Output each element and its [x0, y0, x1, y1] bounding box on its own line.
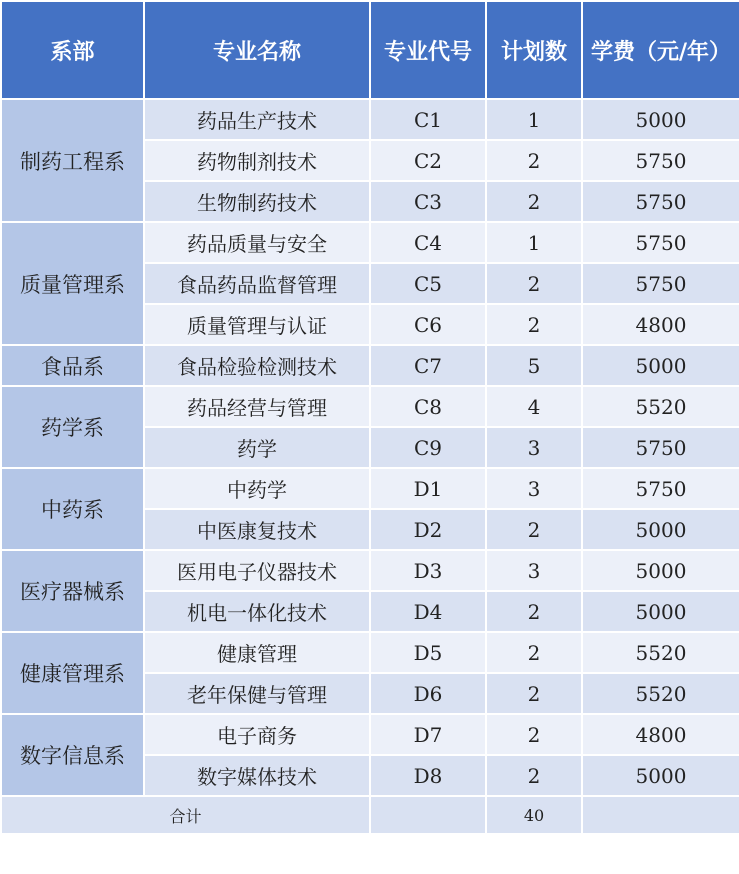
- tuition-fee-cell: 5750: [582, 140, 739, 181]
- major-name-cell: 食品药品监督管理: [144, 263, 370, 304]
- tuition-fee-cell: 5750: [582, 181, 739, 222]
- major-name-cell: 电子商务: [144, 714, 370, 755]
- tuition-fee-cell: 5000: [582, 99, 739, 140]
- tuition-fee-cell: 5000: [582, 509, 739, 550]
- major-code-cell: D4: [370, 591, 486, 632]
- tuition-fee-cell: 5520: [582, 632, 739, 673]
- major-name-cell: 药品经营与管理: [144, 386, 370, 427]
- header-major: 专业名称: [144, 1, 370, 99]
- major-name-cell: 质量管理与认证: [144, 304, 370, 345]
- major-name-cell: 医用电子仪器技术: [144, 550, 370, 591]
- tuition-fee-cell: 5000: [582, 591, 739, 632]
- tuition-fee-cell: 5750: [582, 263, 739, 304]
- plan-count-cell: 1: [486, 99, 582, 140]
- table-body: [1, 99, 739, 796]
- plan-count-cell: 2: [486, 263, 582, 304]
- table-row: [1, 345, 739, 386]
- plan-count-cell: 4: [486, 386, 582, 427]
- plan-count-cell: 2: [486, 140, 582, 181]
- major-code-cell: C6: [370, 304, 486, 345]
- major-code-cell: C8: [370, 386, 486, 427]
- tuition-fee-cell: 5000: [582, 345, 739, 386]
- plan-count-cell: 2: [486, 591, 582, 632]
- major-name-cell: 药品生产技术: [144, 99, 370, 140]
- tuition-fee-cell: 5520: [582, 386, 739, 427]
- department-cell: 质量管理系: [1, 222, 144, 345]
- plan-count-cell: 2: [486, 509, 582, 550]
- header-dept: 系部: [1, 1, 144, 99]
- total-row: [1, 796, 739, 834]
- major-code-cell: D6: [370, 673, 486, 714]
- plan-count-cell: 2: [486, 755, 582, 796]
- tuition-fee-cell: 4800: [582, 714, 739, 755]
- table-row: [1, 386, 739, 427]
- department-cell: 中药系: [1, 468, 144, 550]
- department-cell: 药学系: [1, 386, 144, 468]
- total-label: 合计: [1, 796, 370, 834]
- department-cell: 食品系: [1, 345, 144, 386]
- major-code-cell: D7: [370, 714, 486, 755]
- major-code-cell: C7: [370, 345, 486, 386]
- plan-count-cell: 3: [486, 427, 582, 468]
- major-name-cell: 生物制药技术: [144, 181, 370, 222]
- major-code-cell: C1: [370, 99, 486, 140]
- department-cell: 医疗器械系: [1, 550, 144, 632]
- department-cell: 制药工程系: [1, 99, 144, 222]
- table-row: [1, 222, 739, 263]
- table-row: [1, 632, 739, 673]
- major-name-cell: 中医康复技术: [144, 509, 370, 550]
- header-plan: 计划数: [486, 1, 582, 99]
- tuition-fee-cell: 4800: [582, 304, 739, 345]
- plan-count-cell: 2: [486, 181, 582, 222]
- department-cell: 数字信息系: [1, 714, 144, 796]
- tuition-fee-cell: 5750: [582, 468, 739, 509]
- total-code-empty: [370, 796, 486, 834]
- major-code-cell: C5: [370, 263, 486, 304]
- tuition-fee-cell: 5520: [582, 673, 739, 714]
- major-name-cell: 健康管理: [144, 632, 370, 673]
- plan-count-cell: 2: [486, 304, 582, 345]
- header-row: [1, 1, 739, 99]
- table-row: [1, 550, 739, 591]
- plan-count-cell: 3: [486, 468, 582, 509]
- department-cell: 健康管理系: [1, 632, 144, 714]
- header-code: 专业代号: [370, 1, 486, 99]
- tuition-fee-cell: 5750: [582, 427, 739, 468]
- total-plan: 40: [486, 796, 582, 834]
- major-code-cell: C4: [370, 222, 486, 263]
- major-code-cell: D8: [370, 755, 486, 796]
- major-name-cell: 中药学: [144, 468, 370, 509]
- major-name-cell: 数字媒体技术: [144, 755, 370, 796]
- plan-count-cell: 2: [486, 632, 582, 673]
- major-name-cell: 药学: [144, 427, 370, 468]
- tuition-fee-cell: 5750: [582, 222, 739, 263]
- major-code-cell: D5: [370, 632, 486, 673]
- plan-count-cell: 3: [486, 550, 582, 591]
- plan-count-cell: 2: [486, 673, 582, 714]
- major-code-cell: C9: [370, 427, 486, 468]
- major-name-cell: 食品检验检测技术: [144, 345, 370, 386]
- major-name-cell: 老年保健与管理: [144, 673, 370, 714]
- plan-count-cell: 2: [486, 714, 582, 755]
- plan-count-cell: 1: [486, 222, 582, 263]
- tuition-fee-cell: 5000: [582, 550, 739, 591]
- major-name-cell: 药品质量与安全: [144, 222, 370, 263]
- total-fee-empty: [582, 796, 739, 834]
- table-row: [1, 714, 739, 755]
- major-name-cell: 药物制剂技术: [144, 140, 370, 181]
- tuition-fee-cell: 5000: [582, 755, 739, 796]
- header-fee: 学费（元/年）: [582, 1, 739, 99]
- major-code-cell: D3: [370, 550, 486, 591]
- major-code-cell: C3: [370, 181, 486, 222]
- major-code-cell: D2: [370, 509, 486, 550]
- table-row: [1, 99, 739, 140]
- table-row: [1, 468, 739, 509]
- major-code-cell: D1: [370, 468, 486, 509]
- major-name-cell: 机电一体化技术: [144, 591, 370, 632]
- major-code-cell: C2: [370, 140, 486, 181]
- plan-count-cell: 5: [486, 345, 582, 386]
